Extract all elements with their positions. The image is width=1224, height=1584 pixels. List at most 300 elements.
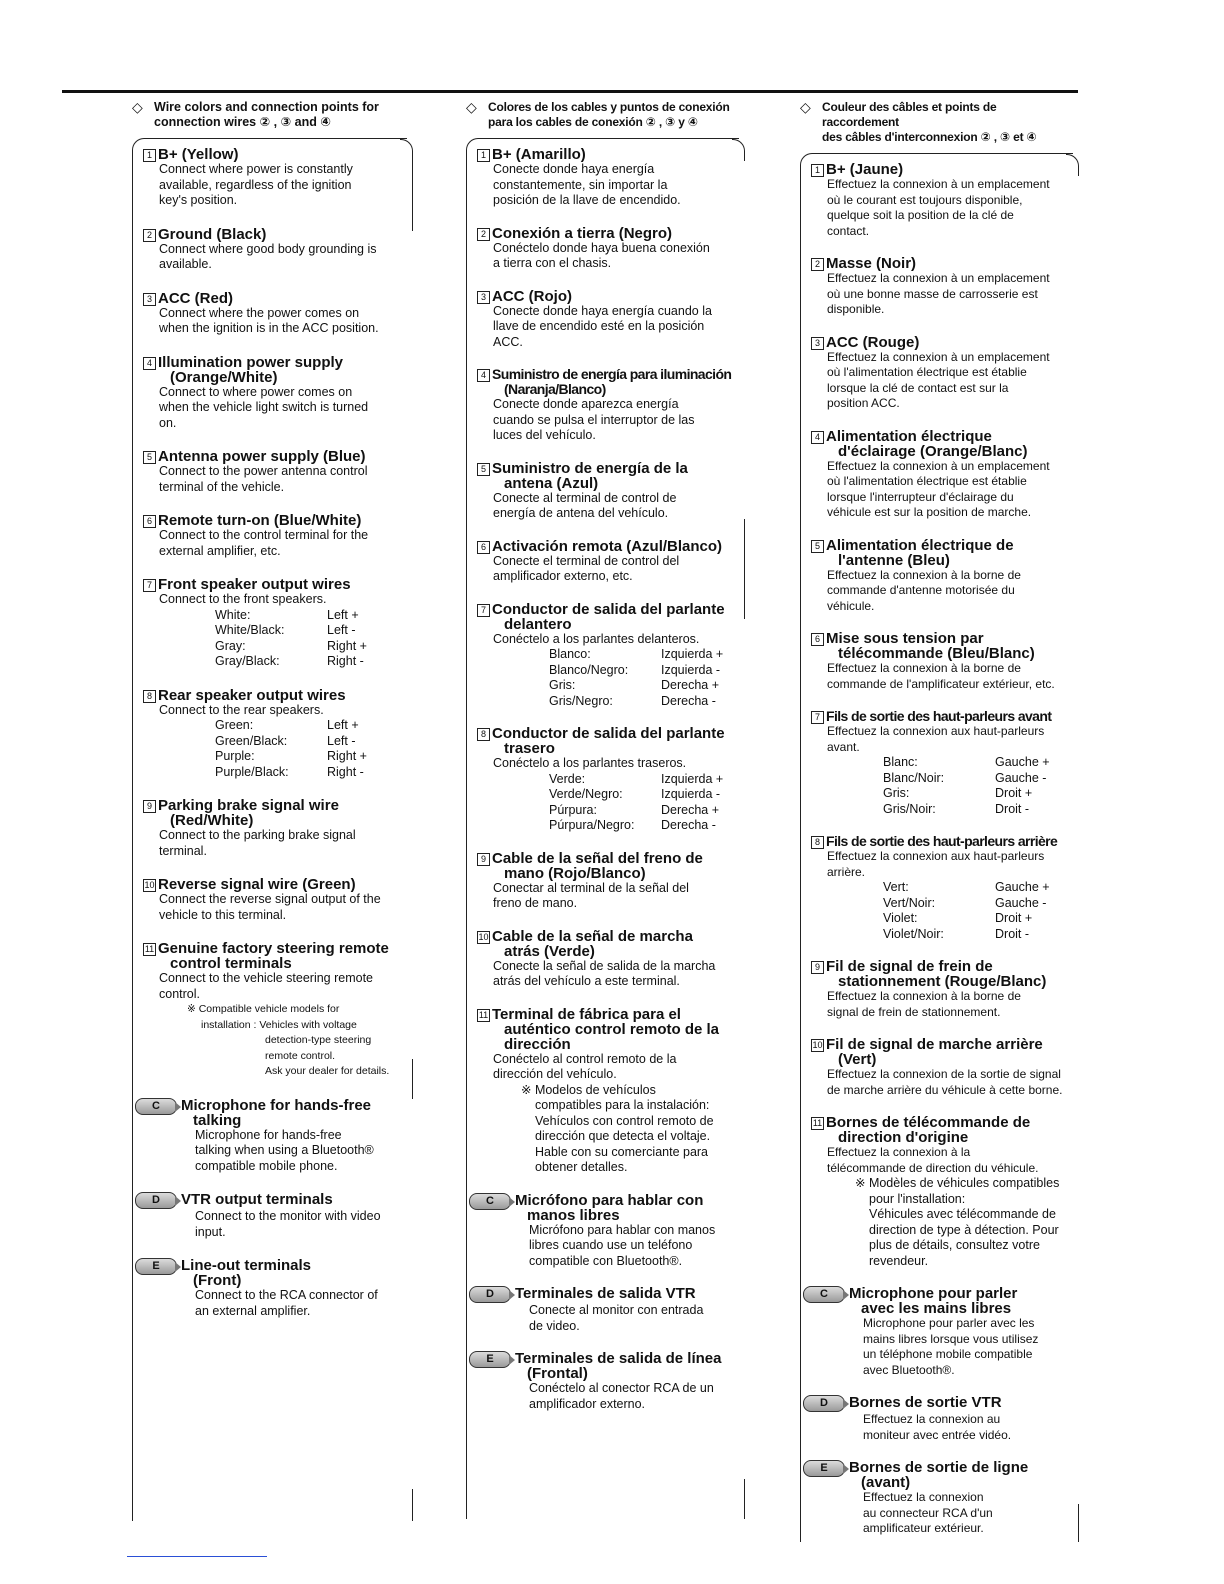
terminal-description [143, 1288, 411, 1319]
title-line: Alimentation électrique [826, 427, 992, 445]
item-number-box: 7 [143, 579, 156, 592]
note-line: direction de type à détection. Pour [869, 1222, 1059, 1237]
wire-item-description [143, 828, 411, 859]
wire-channel: Left - [327, 623, 356, 637]
wire-channel: Droit + [995, 786, 1033, 800]
terminal-title [477, 1286, 743, 1303]
wire-item-title [477, 539, 743, 554]
desc-line: atrás del vehículo a este terminal. [493, 974, 680, 988]
diamond-icon: ◇ [466, 99, 477, 115]
desc-line: Effectuez la connexion à un emplacement [827, 349, 1050, 364]
wire-color: Green: [215, 718, 254, 732]
item-number-box: 1 [143, 149, 156, 162]
desc-line: télécommande de direction du véhicule. [827, 1160, 1039, 1175]
wire-item-description [143, 242, 411, 273]
wire-item [477, 1007, 743, 1176]
desc-line: Connect to the power antenna control [159, 464, 368, 478]
wire-item-title [477, 1007, 743, 1052]
desc-line: Conecte al monitor con entrada [529, 1303, 704, 1317]
desc-line: Conéctelo a los parlantes delanteros. [493, 631, 700, 646]
wire-item [811, 429, 1077, 521]
wire-color-row [549, 647, 743, 663]
wire-item-title [811, 709, 1077, 724]
wire-channel: Gauche - [995, 895, 1047, 910]
desc-line: arrière. [827, 864, 866, 879]
title-line: talking [193, 1111, 242, 1129]
item-number-box: 5 [811, 540, 824, 553]
wire-item [143, 227, 411, 273]
desc-line: cuando se pulsa el interruptor de las [493, 412, 695, 427]
wire-item-title [811, 834, 1077, 849]
item-number-box: 4 [811, 431, 824, 444]
desc-line: terminal of the vehicle. [159, 479, 285, 494]
title-line: B+ (Amarillo) [492, 146, 586, 163]
desc-line: lorsque l'interrupteur d'éclairage du [827, 489, 1014, 504]
item-number-box: 3 [477, 291, 490, 304]
desc-line: moniteur avec entrée vidéo. [863, 1427, 1012, 1442]
wire-color-row [549, 694, 743, 710]
desc-line: constantemente, sin importar la [493, 177, 668, 192]
item-number-box: 11 [478, 1009, 489, 1020]
desc-line: compatible con Bluetooth®. [529, 1253, 683, 1268]
title-line: Conexión a tierra (Negro) [492, 224, 673, 242]
item-number-box: 11 [812, 1118, 823, 1128]
wire-color: Green/Black: [215, 733, 288, 748]
item-list [811, 162, 1077, 1554]
wire-color: White: [215, 607, 251, 622]
desc-line: position ACC. [827, 396, 900, 410]
wire-item-title [143, 877, 411, 892]
title-line: (avant) [861, 1474, 911, 1491]
title-line: Reverse signal wire (Green) [158, 876, 356, 893]
desc-line: Conecte el terminal de control del [493, 553, 680, 568]
item-number-box: 8 [477, 728, 490, 741]
note-line: remote control. [265, 1049, 336, 1062]
wire-item-description [477, 554, 743, 585]
terminal-letter-icon: D [469, 1286, 511, 1303]
desc-line: vehicle to this terminal. [159, 907, 287, 922]
desc-line: où le courant est toujours disponible, [827, 192, 1023, 207]
item-number-box: 10 [812, 1040, 823, 1050]
desc-line: external amplifier, etc. [159, 543, 281, 558]
title-line: Cable de la señal de marcha [492, 927, 693, 945]
item-number-box: 6 [477, 541, 490, 554]
title-line: télécommande (Bleu/Blanc) [838, 645, 1035, 662]
title-line: Parking brake signal wire [158, 797, 339, 814]
title-line: delantero [504, 615, 572, 633]
desc-line: Conecte al terminal de control de [493, 490, 677, 505]
column-heading: ◇ Colores de los cables y puntos de conexión para los cables de conexión ② , ③ y ④ [466, 99, 730, 129]
wire-item-description [811, 568, 1077, 615]
wire-color: Gris/Noir: [883, 801, 936, 816]
wire-color: Vert: [883, 880, 909, 894]
wire-item-description [477, 632, 743, 648]
wire-item [811, 1115, 1077, 1269]
item-number-box: 6 [811, 633, 824, 646]
item-number-box: 11 [144, 944, 155, 954]
wire-color-row [883, 786, 1077, 802]
wire-item [811, 162, 1077, 239]
wire-item [477, 726, 743, 834]
wire-item-description [811, 849, 1077, 880]
title-line: Rear speaker output wires [158, 686, 346, 704]
title-line: ACC (Rouge) [826, 333, 920, 351]
wire-item-description [143, 592, 411, 608]
terminal-description [477, 1303, 743, 1334]
desc-line: Conecte donde aparezca energía [493, 397, 679, 411]
desc-line: input. [195, 1224, 226, 1239]
wire-item [811, 959, 1077, 1020]
title-line: atrás (Verde) [504, 942, 595, 960]
wire-item-description [811, 989, 1077, 1020]
title-line: B+ (Yellow) [158, 146, 239, 163]
wire-color: Purple: [215, 749, 255, 763]
terminal-title [811, 1286, 1077, 1316]
wire-item-title [143, 688, 411, 703]
item-number-box: 1 [477, 149, 490, 162]
top-rule [62, 90, 1078, 93]
wire-item-description [477, 1052, 743, 1083]
title-line: stationnement (Rouge/Blanc) [838, 973, 1047, 990]
wire-item-description [143, 703, 411, 719]
desc-line: key's position. [159, 193, 238, 207]
wire-item-description [811, 724, 1077, 755]
wire-box [466, 138, 739, 1519]
note-line: pour l'installation: [869, 1191, 966, 1206]
item-number-box: 10 [144, 880, 155, 890]
wire-item [811, 709, 1077, 817]
desc-line: lorsque la clé de contact est sur la [827, 380, 1009, 395]
wire-item-description [477, 491, 743, 522]
title-line: Conductor de salida del parlante [492, 725, 725, 742]
title-line: manos libres [527, 1206, 620, 1224]
terminal-item [477, 1351, 743, 1412]
wire-channel: Droit + [995, 911, 1033, 925]
terminal-description [811, 1490, 1077, 1537]
wire-item-description [143, 528, 411, 559]
item-number-box: 2 [143, 229, 156, 242]
note-line: ※ Modelos de vehículos [521, 1082, 656, 1097]
column-english [132, 100, 412, 1521]
desc-line: when the vehicle light switch is turned [159, 400, 369, 414]
desc-line: Conéctelo al conector RCA de un [529, 1381, 714, 1395]
desc-line: Effectuez la connexion à un emplacement [827, 271, 1050, 285]
wire-channel: Right - [327, 654, 364, 668]
desc-line: véhicule. [827, 598, 875, 613]
desc-line: talking when using a Bluetooth® [195, 1143, 374, 1157]
wire-color: Blanc: [883, 755, 918, 769]
wire-item-title [477, 289, 743, 304]
title-line: Fils de sortie des haut-parleurs arrière [826, 833, 1058, 849]
terminal-item [811, 1395, 1077, 1443]
terminal-letter-icon: C [469, 1193, 511, 1210]
desc-line: Effectuez la connexion à un emplacement [827, 458, 1050, 473]
desc-line: Conéctelo al control remoto de la [493, 1051, 677, 1066]
note-line: installation : Vehicles with voltage [201, 1018, 357, 1031]
wire-item-description [811, 177, 1077, 239]
wire-item [477, 539, 743, 585]
terminal-letter-icon: E [803, 1460, 845, 1477]
wire-item [143, 798, 411, 859]
terminal-title [143, 1192, 411, 1209]
wire-item-title [477, 461, 743, 491]
desc-line: Connect to the rear speakers. [159, 702, 324, 717]
desc-line: freno de mano. [493, 896, 578, 910]
note-line: dirección que detecta el voltaje. [535, 1129, 711, 1143]
title-line: Microphone for hands-free [181, 1096, 372, 1114]
desc-line: luces del vehículo. [493, 428, 596, 442]
title-line: (Frontal) [527, 1365, 588, 1382]
title-line: Bornes de sortie de ligne [849, 1459, 1029, 1476]
title-line: Micrófono para hablar con [515, 1191, 704, 1209]
wire-item-description [143, 464, 411, 495]
title-line: auténtico control remoto de la [504, 1020, 720, 1038]
wire-color-table [143, 718, 411, 780]
terminal-item [477, 1193, 743, 1270]
item-number-box: 8 [143, 690, 156, 703]
desc-line: an external amplifier. [195, 1303, 311, 1318]
desc-line: contact. [827, 223, 870, 238]
terminal-description [477, 1381, 743, 1412]
terminal-letter-icon: D [803, 1395, 845, 1412]
title-line: Terminales de salida VTR [515, 1285, 696, 1302]
wire-item-description [477, 397, 743, 444]
wire-item [143, 355, 411, 432]
wire-channel: Izquierda - [661, 787, 721, 801]
note-line: Vehículos con control remoto de [535, 1113, 714, 1128]
wire-item-description [477, 756, 743, 772]
wire-item-title [811, 162, 1077, 177]
wire-channel: Gauche + [995, 880, 1050, 894]
desc-line: Conecte donde haya energía [493, 162, 655, 176]
wire-item-title [811, 1037, 1077, 1067]
title-line: Suministro de energía de la [492, 459, 688, 477]
column-heading: ◇ Couleur des câbles et points de raccordement des câbles d'interconnexion ② , ③ et ④ [800, 99, 1037, 144]
title-line: Conductor de salida del parlante [492, 600, 725, 618]
wire-item [811, 631, 1077, 692]
wire-item-title [811, 429, 1077, 459]
wire-box [132, 138, 407, 1521]
wire-item-title [477, 851, 743, 881]
wire-channel: Derecha + [661, 802, 720, 817]
wire-item-title [143, 147, 411, 162]
wire-channel: Right + [327, 638, 367, 653]
wire-color: Vert/Noir: [883, 895, 936, 910]
wire-color-row [883, 755, 1077, 771]
wire-item [811, 256, 1077, 318]
wire-color-row [215, 734, 411, 750]
wire-color-row [549, 663, 743, 679]
wire-item [477, 147, 743, 209]
desc-line: libres cuando use un teléfono [529, 1238, 693, 1252]
desc-line: véhicule est sur la position de marche. [827, 505, 1032, 519]
wire-item [811, 538, 1077, 615]
wire-item-description [477, 959, 743, 990]
wire-item-title [811, 538, 1077, 568]
title-line: Activación remota (Azul/Blanco) [492, 537, 723, 555]
desc-line: Connect to the vehicle steering remote [159, 971, 374, 985]
wire-item [477, 929, 743, 990]
wire-color-row [549, 678, 743, 694]
wire-color: Púrpura/Negro: [549, 818, 635, 832]
wire-color: Blanco: [549, 647, 591, 661]
desc-line: mains libres lorsque vous utilisez [863, 1331, 1039, 1346]
title-line: (Orange/White) [170, 368, 278, 386]
wire-item-description [477, 241, 743, 272]
wire-item [143, 577, 411, 670]
wire-color-table [477, 647, 743, 709]
note-line: compatibles para la instalación: [535, 1098, 710, 1112]
desc-line: disponible. [827, 302, 885, 316]
wire-item [477, 851, 743, 912]
wire-color: Púrpura: [549, 802, 597, 817]
wire-color-row [215, 654, 411, 670]
title-line: Suministro de energía para iluminación [492, 366, 732, 382]
title-line: (Front) [193, 1272, 242, 1289]
desc-line: où une bonne masse de carrosserie est [827, 286, 1038, 301]
desc-line: Connect to where power comes on [159, 384, 353, 399]
desc-line: Effectuez la connexion à la borne de [827, 661, 1021, 675]
wire-color: Blanco/Negro: [549, 662, 629, 677]
title-line: (Red/White) [170, 812, 254, 829]
title-line: dirección [504, 1035, 571, 1053]
title-line: control terminals [170, 955, 292, 972]
desc-line: un téléphone mobile compatible [863, 1347, 1033, 1361]
wire-item-description [811, 459, 1077, 521]
desc-line: ACC. [493, 334, 523, 349]
terminal-item [143, 1192, 411, 1240]
wire-channel: Izquierda + [661, 771, 724, 786]
wire-color-row [215, 608, 411, 624]
desc-line: a tierra con el chasis. [493, 256, 612, 270]
wire-color-row [549, 772, 743, 788]
item-number-box: 1 [811, 164, 824, 177]
item-number-box: 2 [477, 228, 490, 241]
terminal-title [811, 1460, 1077, 1490]
desc-line: control. [159, 986, 200, 1001]
desc-line: Effectuez la connexion [863, 1490, 984, 1504]
note-line: ※ Modèles de véhicules compatibles [855, 1176, 1060, 1190]
desc-line: Connect to the parking brake signal [159, 828, 356, 842]
desc-line: Connect to the RCA connector of [195, 1288, 378, 1302]
title-line: direction d'origine [838, 1129, 969, 1146]
wire-item-title [143, 798, 411, 828]
wire-item [477, 289, 743, 351]
desc-line: Connect the reverse signal output of the [159, 892, 381, 906]
title-line: Bornes de télécommande de [826, 1114, 1031, 1131]
desc-line: amplificateur extérieur. [863, 1521, 984, 1535]
wire-item-title [143, 513, 411, 528]
item-number-box: 10 [478, 931, 489, 942]
terminal-description [811, 1412, 1077, 1443]
desc-line: Connect where good body grounding is [159, 241, 377, 256]
wire-color: Gris: [883, 786, 910, 800]
wire-color-table [811, 755, 1077, 817]
wire-item-title [143, 941, 411, 971]
wire-item-description [143, 162, 411, 209]
column-spanish [466, 100, 742, 1519]
wire-item-title [143, 291, 411, 306]
title-line: ACC (Rojo) [492, 287, 572, 305]
wire-color: Blanc/Noir: [883, 770, 945, 785]
desc-line: Connect to the control terminal for the [159, 528, 369, 542]
desc-line: de marche arrière du véhicule à cette borne. [827, 1082, 1063, 1097]
desc-line: Conecte donde haya energía cuando la [493, 303, 712, 318]
item-number-box: 2 [811, 258, 824, 271]
wire-channel: Right - [327, 764, 364, 779]
desc-line: avant. [827, 739, 860, 754]
desc-line: où l'alimentation électrique est établie [827, 474, 1027, 488]
terminal-item [811, 1286, 1077, 1378]
desc-line: Effectuez la connexion à la [827, 1145, 971, 1159]
terminal-item [477, 1286, 743, 1334]
wire-item-description [811, 271, 1077, 318]
desc-line: amplificador externo, etc. [493, 569, 633, 583]
title-line: Genuine factory steering remote [158, 940, 389, 957]
wire-color: Violet: [883, 911, 918, 925]
desc-line: Conecte la señal de salida de la marcha [493, 958, 716, 973]
terminal-title [811, 1395, 1077, 1412]
title-line: antena (Azul) [504, 474, 599, 492]
item-number-box: 4 [143, 357, 156, 370]
wire-item-title [477, 726, 743, 756]
wire-color: Gray: [215, 638, 246, 653]
desc-line: Conéctelo donde haya buena conexión [493, 240, 710, 255]
wire-item-description [477, 304, 743, 351]
wire-item [477, 602, 743, 710]
desc-line: Effectuez la connexion aux haut-parleurs [827, 724, 1045, 738]
wire-color-row [883, 896, 1077, 912]
wire-color-row [883, 911, 1077, 927]
item-number-box: 7 [477, 604, 490, 617]
wire-item-title [811, 631, 1077, 661]
desc-line: quelque soit la position de la clé de [827, 208, 1014, 222]
wire-item [143, 877, 411, 923]
title-line: Mise sous tension par [826, 630, 984, 647]
item-number-box: 9 [143, 800, 156, 813]
desc-line: au connecteur RCA d'un [863, 1505, 993, 1520]
wire-item-title [143, 449, 411, 464]
terminal-letter-icon: C [803, 1286, 845, 1303]
item-number-box: 8 [811, 836, 824, 849]
wire-color: Violet/Noir: [883, 926, 944, 941]
desc-line: posición de la llave de encendido. [493, 193, 681, 207]
terminal-description [811, 1316, 1077, 1378]
note-line: Véhicules avec télécommande de [869, 1207, 1056, 1221]
wire-channel: Left + [327, 718, 359, 732]
desc-line: dirección del vehículo. [493, 1067, 617, 1081]
wire-channel: Droit - [995, 801, 1030, 816]
title-line: (Naranja/Blanco) [504, 381, 606, 397]
wire-box [800, 153, 1073, 1542]
wire-item-description [143, 892, 411, 923]
title-line: Bornes de sortie VTR [849, 1394, 1002, 1411]
wire-item-description [143, 306, 411, 337]
terminal-description [143, 1128, 411, 1175]
desc-line: Effectuez la connexion à un emplacement [827, 177, 1050, 191]
wire-item-title [811, 1115, 1077, 1145]
terminal-letter-icon: E [135, 1258, 177, 1275]
title-line: mano (Rojo/Blanco) [504, 864, 646, 882]
desc-line: terminal. [159, 843, 207, 858]
wire-color-row [215, 749, 411, 765]
title-line: ACC (Red) [158, 289, 233, 307]
wire-color: Verde/Negro: [549, 787, 623, 801]
note-line: Ask your dealer for details. [265, 1065, 390, 1077]
title-line: d'éclairage (Orange/Blanc) [838, 442, 1028, 460]
desc-line: Microphone pour parler avec les [863, 1316, 1035, 1330]
wire-item-title [811, 256, 1077, 271]
